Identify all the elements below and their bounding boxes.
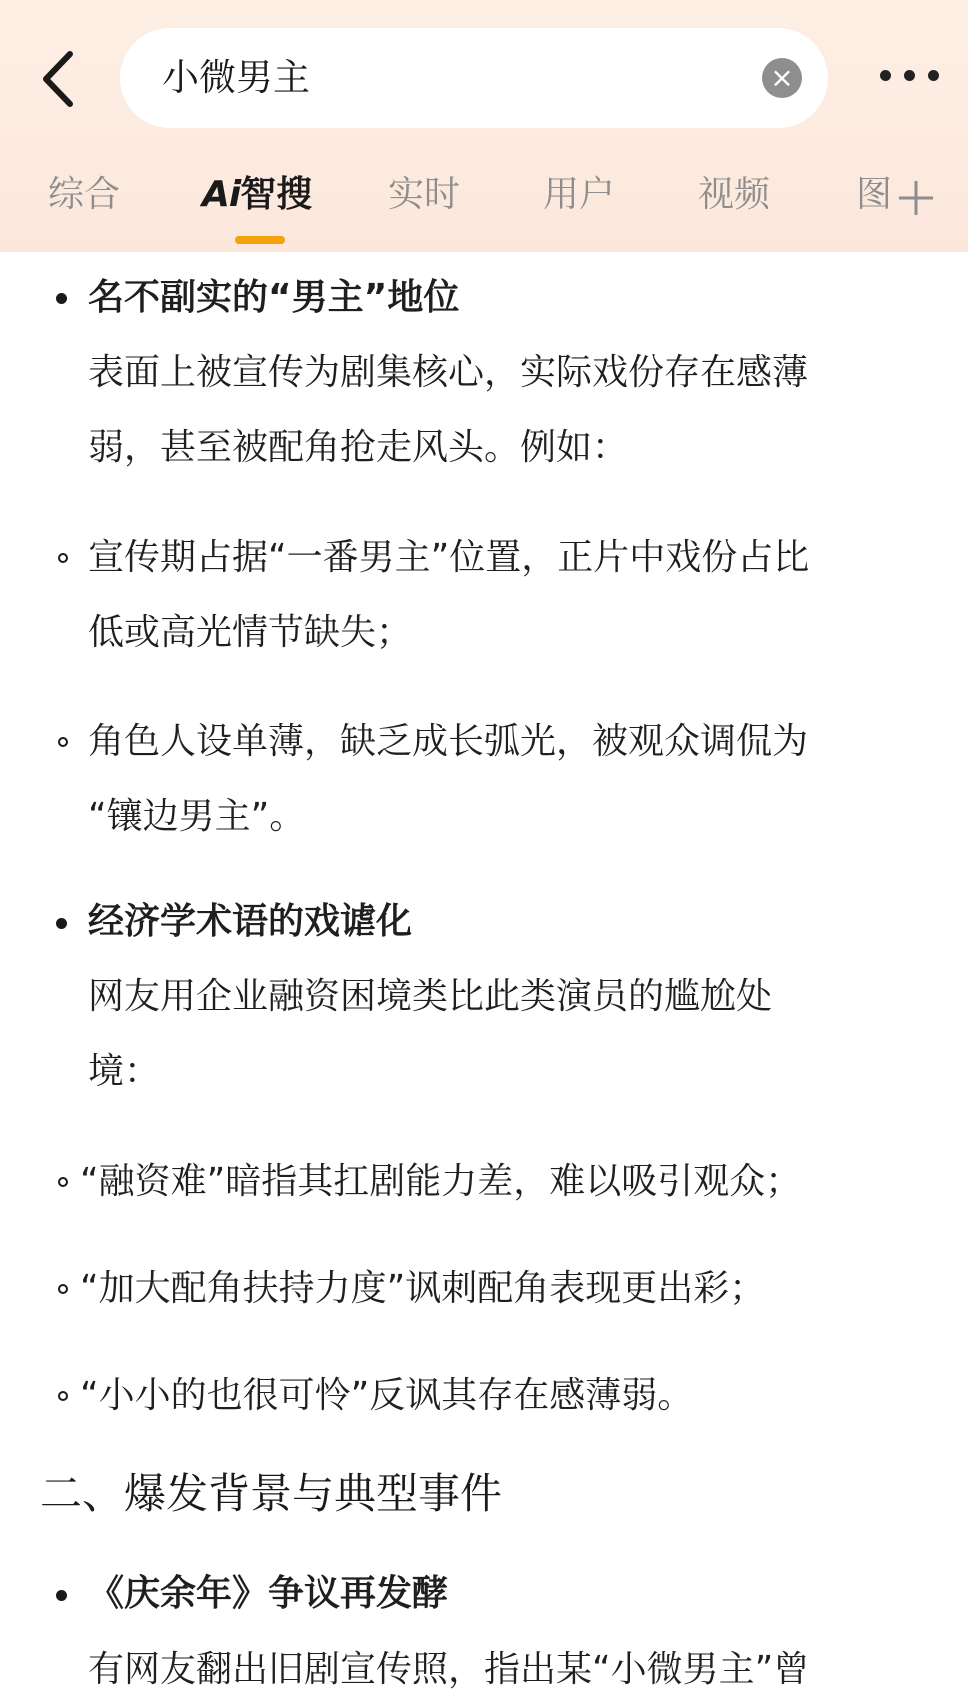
chevron-left-icon [34, 46, 88, 112]
b2-sub2: “加大配角扶持力度”讽刺配角表现更出彩； [80, 1268, 766, 1309]
search-header [0, 0, 968, 252]
tab-label: 实时 [388, 174, 461, 215]
b2-sub3: “小小的也很可怜”反讽其存在感薄弱。 [80, 1375, 694, 1416]
b3-title: 《庆余年》争议再发酵 [88, 1573, 449, 1614]
tab-label: 用户 [543, 174, 616, 215]
tab-realtime[interactable] [388, 170, 460, 220]
active-tab-indicator [235, 236, 285, 244]
sub-bullet [58, 1284, 68, 1294]
more-button[interactable] [878, 62, 942, 92]
tab-ai-search[interactable] [202, 170, 312, 220]
clear-button[interactable] [762, 58, 802, 98]
b1-title: 名不副实的“男主”地位 [88, 277, 460, 318]
b1-sub1: 低或高光情节缺失； [88, 612, 413, 653]
b1-desc: 表面上被宣传为剧集核心，实际戏份存在感薄 [88, 352, 809, 393]
b2-desc: 境： [88, 1051, 161, 1092]
b2-title: 经济学术语的戏谑化 [88, 901, 413, 942]
tab-label: 视频 [698, 174, 771, 215]
plus-icon [896, 178, 936, 218]
sub-bullet [58, 553, 68, 563]
tab-label: 图 [856, 174, 893, 215]
tab-zonghe[interactable] [48, 170, 120, 220]
search-box[interactable] [120, 28, 828, 128]
b2-sub1: “融资难”暗指其扛剧能力差，难以吸引观众； [80, 1161, 802, 1202]
tab-label: 综合 [48, 174, 121, 215]
ai-logo-text: Ai [202, 174, 241, 215]
b3-desc: 有网友翻出旧剧宣传照，指出某“小微男主”曾 [88, 1649, 810, 1690]
b1-desc: 弱，甚至被配角抢走风头。例如： [88, 427, 629, 468]
search-input[interactable]: 小微男主 [162, 56, 310, 99]
back-button[interactable] [34, 46, 88, 112]
b1-sub2: “镶边男主”。 [88, 796, 306, 837]
tab-label: 智搜 [240, 174, 313, 215]
more-dot [904, 70, 915, 81]
section-heading: 二、爆发背景与典型事件 [40, 1469, 503, 1518]
clear-icon: × [770, 61, 794, 94]
sub-bullet [58, 1391, 68, 1401]
add-tab-button[interactable] [896, 178, 936, 218]
tab-videos[interactable] [698, 170, 770, 220]
ai-answer-content [0, 252, 968, 1690]
bullet-dot [56, 918, 67, 929]
b1-sub2: 角色人设单薄，缺乏成长弧光，被观众调侃为 [88, 721, 809, 762]
b2-desc: 网友用企业融资困境类比此类演员的尴尬处 [88, 976, 773, 1017]
more-dot [880, 70, 891, 81]
bullet-dot [56, 293, 67, 304]
tab-users[interactable] [543, 170, 615, 220]
more-dot [928, 70, 939, 81]
sub-bullet [58, 737, 68, 747]
tab-images-partial[interactable] [856, 170, 893, 220]
sub-bullet [58, 1177, 68, 1187]
b1-sub1: 宣传期占据“一番男主”位置，正片中戏份占比 [88, 537, 810, 578]
bullet-dot [56, 1590, 67, 1601]
